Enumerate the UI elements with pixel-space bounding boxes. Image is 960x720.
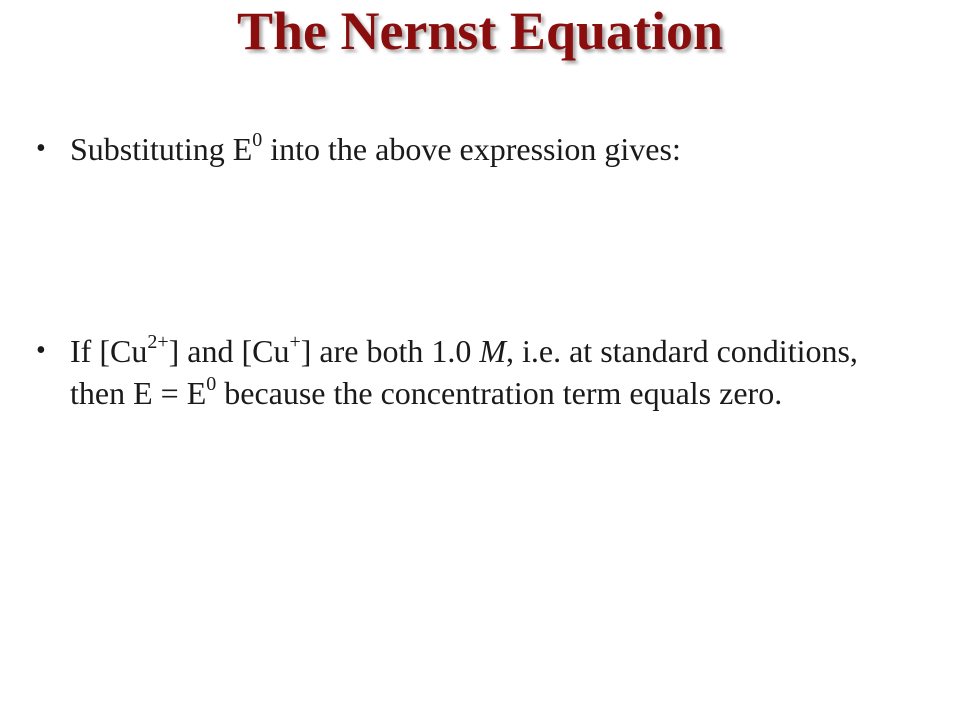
bullet1-text-before: Substituting E bbox=[70, 131, 253, 167]
bullet2-superscript-3: 0 bbox=[206, 373, 217, 396]
bullet-item-substituting bbox=[36, 128, 916, 170]
bullet-item-standard-conditions bbox=[36, 330, 916, 414]
bullet2-superscript-1: 2+ bbox=[147, 331, 169, 354]
bullet-list-1 bbox=[36, 128, 916, 170]
bullet-dot-icon: • bbox=[36, 335, 46, 366]
bullet1-superscript: 0 bbox=[252, 129, 263, 152]
slide-title: The Nernst Equation bbox=[236, 1, 724, 61]
bullet2-text-5: because the concentration term equals zero. bbox=[216, 375, 783, 411]
bullet-list-2 bbox=[36, 330, 916, 414]
bullet2-superscript-2: + bbox=[289, 331, 301, 354]
bullet2-text-2: ] and [Cu bbox=[168, 333, 290, 369]
molarity-unit: M bbox=[479, 333, 506, 369]
bullet2-text-1: If [Cu bbox=[70, 333, 148, 369]
bullet2-text-3: ] are both 1.0 bbox=[300, 333, 480, 369]
bullet2-text-4: , i.e. at standard conditions, then E = E bbox=[70, 333, 858, 411]
bullet-dot-icon: • bbox=[36, 133, 46, 164]
bullet1-text-after: into the above expression gives: bbox=[262, 131, 681, 167]
